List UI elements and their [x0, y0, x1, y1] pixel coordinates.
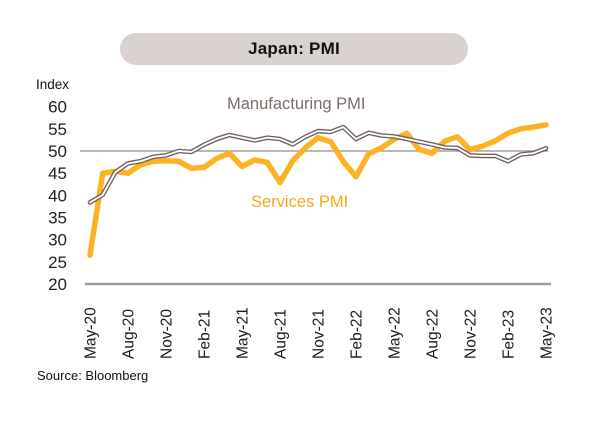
source-note: Source: Bloomberg	[37, 368, 149, 383]
x-tick-label: Feb-21	[196, 309, 214, 359]
y-tick-label: 55	[48, 119, 67, 139]
x-tick-label: May-22	[386, 307, 404, 359]
x-tick-label: Feb-22	[348, 309, 366, 359]
x-tick-label: Aug-22	[424, 309, 442, 359]
x-tick-label: Nov-22	[462, 309, 480, 359]
x-tick-label: May-23	[538, 307, 556, 359]
y-tick-label: 40	[48, 186, 67, 206]
y-tick-label: 35	[48, 208, 67, 228]
y-axis-tick-labels	[48, 98, 67, 294]
x-tick-label: May-20	[82, 307, 100, 359]
y-tick-label: 25	[48, 252, 67, 272]
services-series-label: Services PMI	[251, 193, 349, 211]
x-tick-label: May-21	[234, 307, 252, 359]
x-tick-label: Feb-23	[500, 309, 518, 359]
x-tick-label: Nov-20	[158, 309, 176, 359]
y-tick-label: 20	[48, 274, 67, 294]
y-axis-unit-label: Index	[36, 77, 70, 92]
y-tick-label: 60	[48, 97, 67, 117]
y-tick-label: 45	[48, 164, 67, 184]
chart-title: Japan: PMI	[248, 39, 340, 58]
x-tick-label: Aug-21	[272, 309, 290, 359]
x-axis-tick-labels	[83, 307, 556, 359]
manufacturing-series-label: Manufacturing PMI	[227, 95, 366, 113]
services-line	[90, 125, 546, 255]
x-tick-label: Nov-21	[310, 309, 328, 359]
y-tick-label: 30	[48, 230, 67, 250]
x-tick-label: Aug-20	[120, 309, 138, 359]
y-tick-label: 50	[48, 142, 67, 161]
